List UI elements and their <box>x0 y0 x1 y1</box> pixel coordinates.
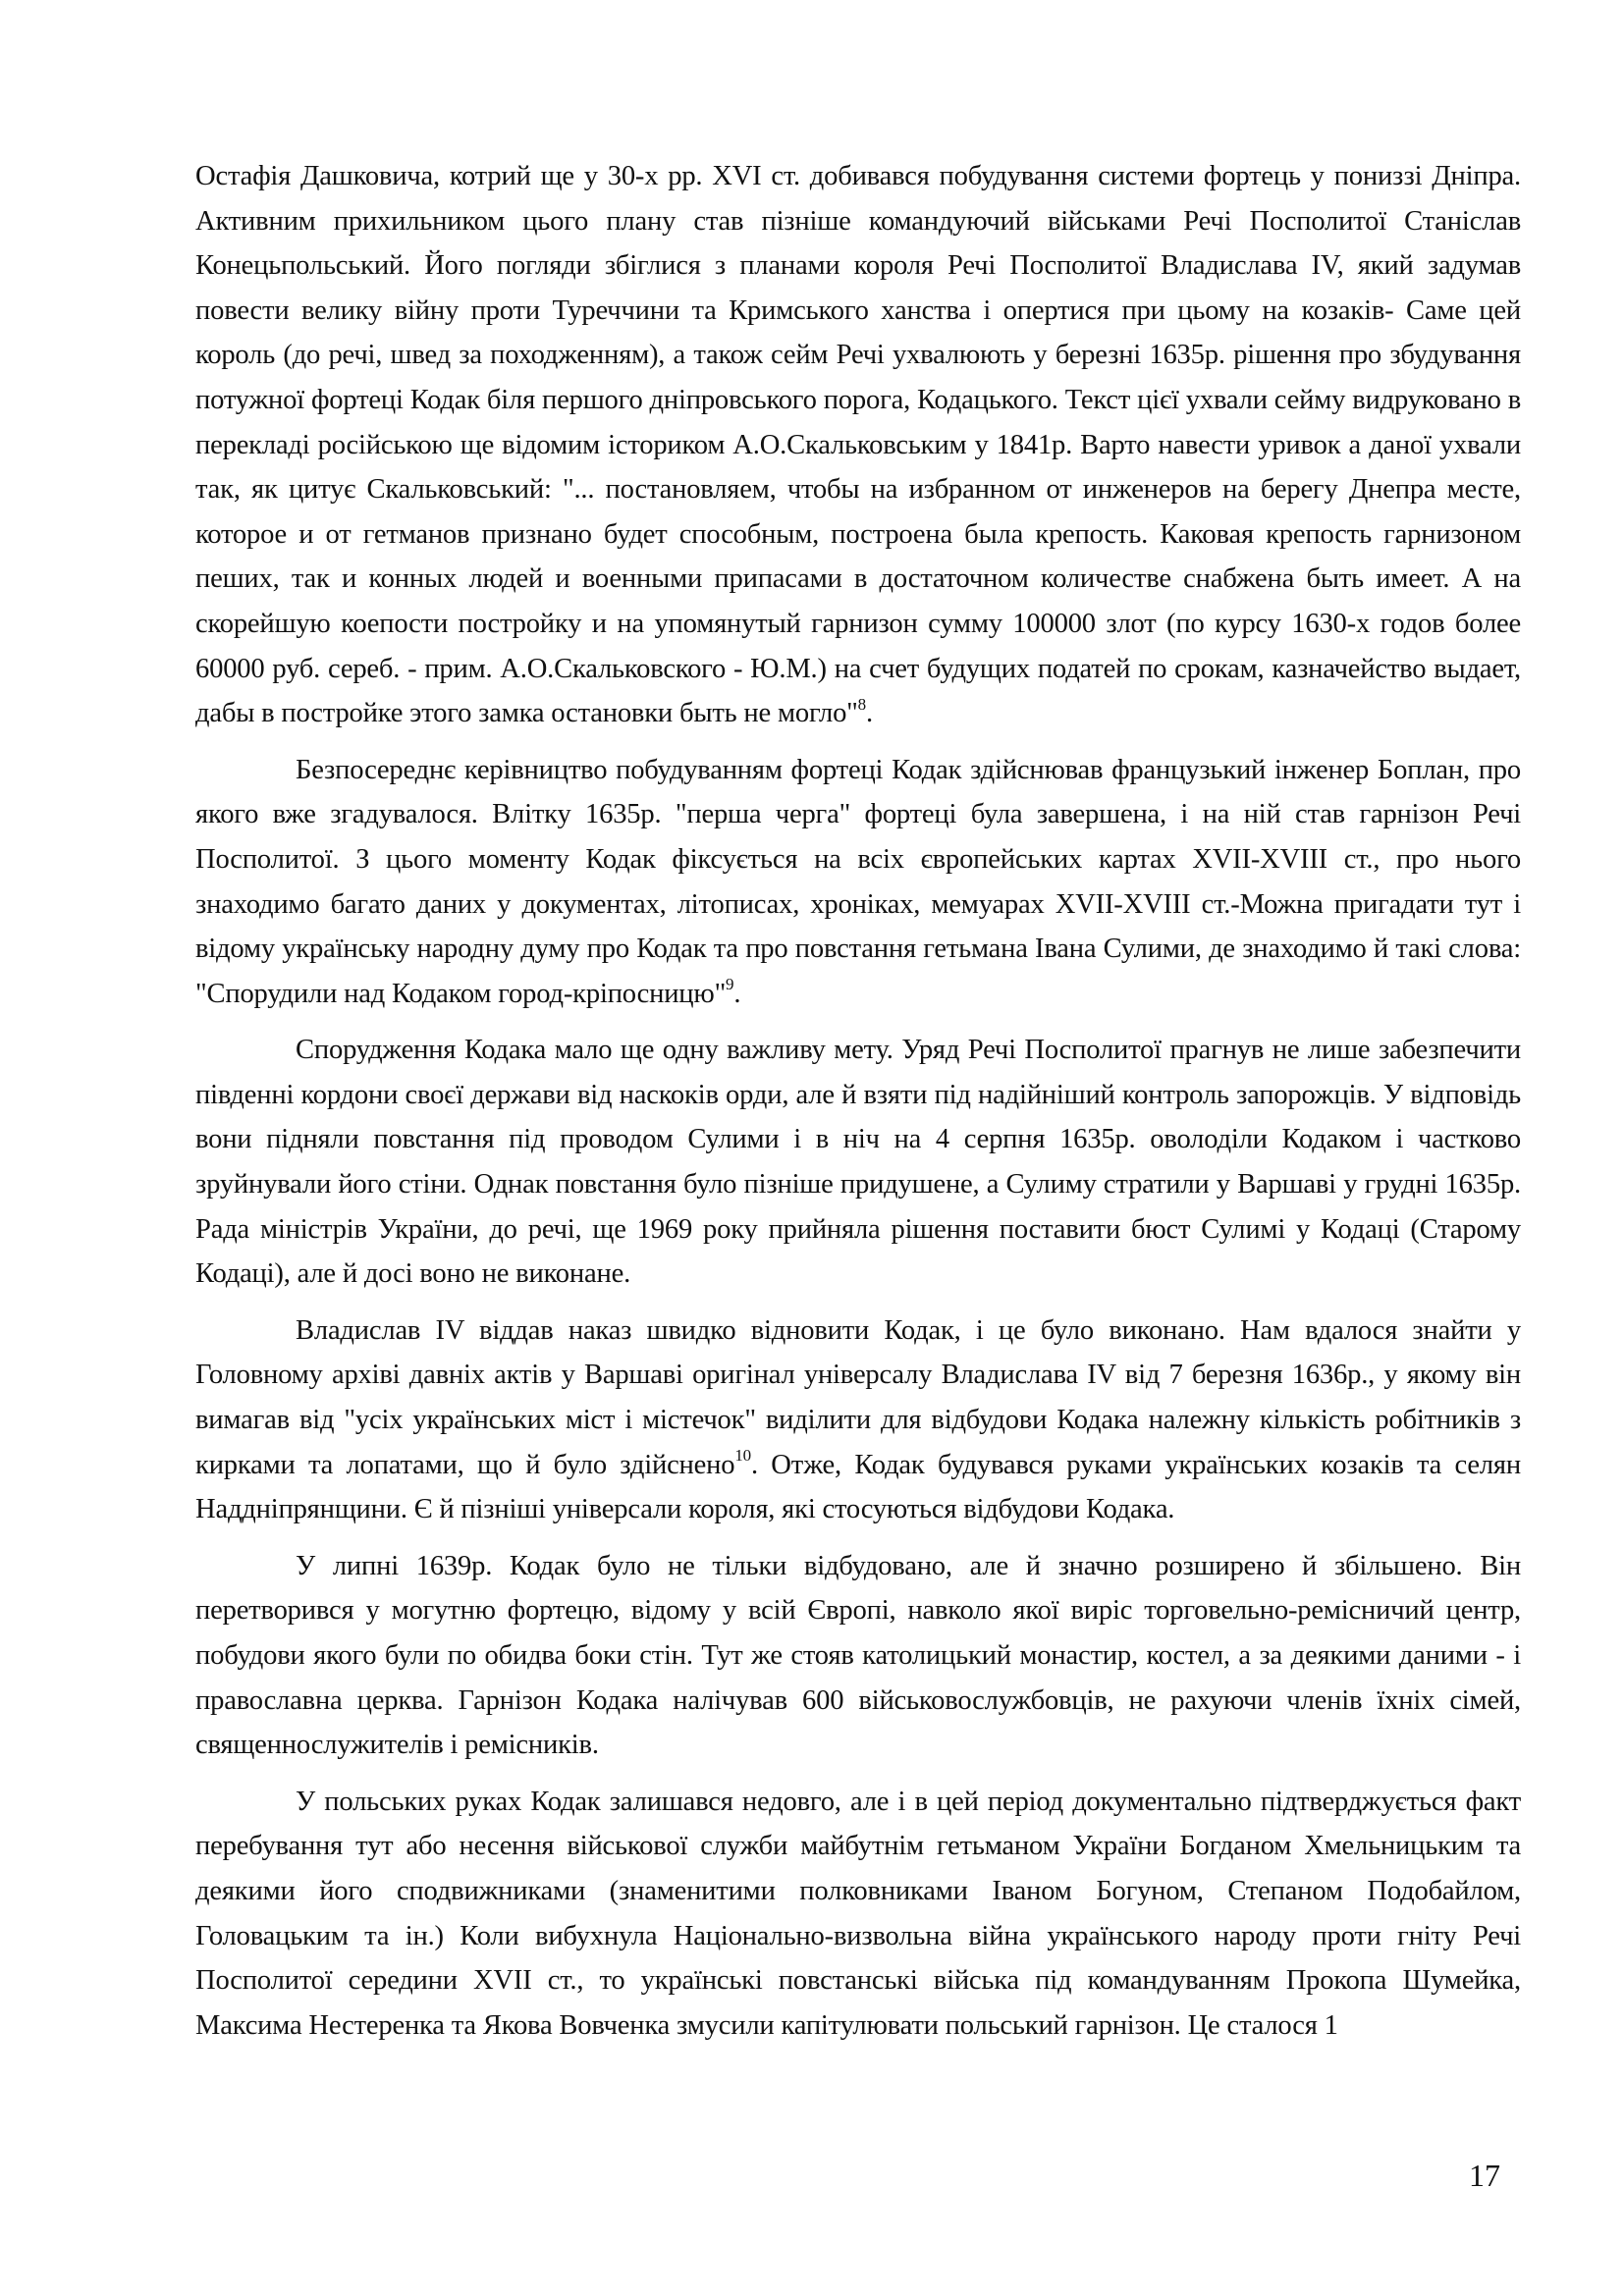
paragraph-2 <box>195 748 1521 1017</box>
paragraph-text-tail: . Отже, Кодак будувався руками українських козаків та селян Наддніпрянщини. Є й пізніші універсали короля, які стосуються відбудови Кодака. <box>195 1449 1521 1525</box>
paragraph-text: У польських руках Кодак залишався недовго, але і в цей період документально підтверджується факт перебування тут або несення військової служби майбутнім гетьманом України Богданом Хмельницьким та деякими його сподвижниками (знаменитими полковниками Іваном Богуном, Степаном Подобайлом, Головацьким та ін.) Коли вибухнула Національно-визвольна війна українського народу проти гніту Речі Посполитої середини XVII ст., то українські повстанські війська під командуванням Прокопа Шумейка, Максима Нестеренка та Якова Вовченка змусили капітулювати польський гарнізон. Це сталося 1 <box>195 1786 1521 2041</box>
page-number: 17 <box>1469 2158 1500 2193</box>
paragraph-text: У липні 1639р. Кодак було не тільки відбудовано, але й значно розширено й збільшено. Він перетворився у могутню фортецю, відому у всій Європі, навколо якої виріс торговельно-ремісничий центр, побудови якого були по обидва боки стін. Тут же стояв католицький монастир, костел, а за деякими даними - і православна церква. Гарнізон Кодака налічував 600 військовослужбовців, не рахуючи членів їхніх сімей, священнослужителів і ремісників. <box>195 1550 1521 1761</box>
paragraph-text: Безпосереднє керівництво побудуванням фортеці Кодак здійснював французький інженер Боплан, про якого вже згадувалося. Влітку 1635р. "перша черга" фортеці була завершена, і на ній став гарнізон Речі Посполитої. З цього моменту Кодак фіксується на всіх європейських картах XVII-XVIII ст., про нього знаходимо багато даних у документах, літописах, хроніках, мемуарах XVII-XVIII ст.-Можна пригадати тут і відому українську народну думу про Кодак та про повстання гетьмана Івана Сулими, де знаходимо й такі слова: "Спорудили над Кодаком город-кріпосницю" <box>195 754 1521 1009</box>
paragraph-6 <box>195 1780 1521 2049</box>
footnote-ref-8[interactable]: 8 <box>857 694 866 714</box>
document-body <box>195 154 1521 2059</box>
footnote-ref-10[interactable]: 10 <box>734 1446 751 1466</box>
paragraph-1 <box>195 154 1521 736</box>
paragraph-text: Остафія Дашковича, котрий ще у 30-х рр. XVI ст. добивався побудування системи фортець у пониззі Дніпра. Активним прихильником цього плану став пізніше командуючий військами Речі Посполитої Станіслав Конецьпольський. Його погляди збіглися з планами короля Речі Посполитої Владислава IV, який задумав повести велику війну проти Туреччини та Кримського ханства і опертися при цьому на козаків- Саме цей король (до речі, швед за походженням), а також сейм Речі ухвалюють у березні 1635р. рішення про збудування потужної фортеці Кодак біля першого дніпровського порога, Кодацького. Текст цієї ухвали сейму видруковано в перекладі російською ще відомим істориком А.О.Скальковським у 1841р. Варто навести уривок а даної ухвали так, як цитує Скальковський: "... постановляем, чтобы на избранном от инженеров на берегу Днепра месте, которое и от гетманов признано будет способным, построена была крепость. Каковая крепость гарнизоном пеших, так и конных людей и военными припасами в достаточном количестве снабжена быть имеет. А на скорейшую коепости постройку и на упомянутый гарнизон сумму 100000 злот (по курсу 1630-х годов более 60000 руб. сереб. - прим. А.О.Скальковского - Ю.М.) на счет будущих податей по срокам, казначейство выдает, дабы в постройке этого замка остановки быть не могло" <box>195 161 1521 729</box>
paragraph-4 <box>195 1308 1521 1532</box>
paragraph-text: Спорудження Кодака мало ще одну важливу мету. Уряд Речі Посполитої прагнув не лише забезпечити південні кордони своєї держави від наскоків орди, але й взяти під надійніший контроль запорожців. У відповідь вони підняли повстання під проводом Сулими і в ніч на 4 серпня 1635р. оволоділи Кодаком і частково зруйнували його стіни. Однак повстання було пізніше придушене, а Сулиму стратили у Варшаві у грудні 1635р. Рада міністрів України, до речі, ще 1969 року прийняла рішення поставити бюст Сулимі у Кодаці (Старому Кодаці), але й досі воно не виконане. <box>195 1035 1521 1290</box>
footnote-ref-9[interactable]: 9 <box>726 975 734 994</box>
paragraph-text-tail: . <box>733 978 741 1009</box>
paragraph-3 <box>195 1028 1521 1297</box>
paragraph-text-tail: . <box>865 698 873 729</box>
paragraph-text: Владислав IV віддав наказ швидко відновити Кодак, і це було виконано. Нам вдалося знайти у Головному архіві давніх актів у Варшаві оригінал універсалу Владислава IV від 7 березня 1636р., у якому він вимагав від "усіх українських міст і містечок" виділити для відбудови Кодака належну кількість робітників з кирками та лопатами, що й було здійснено <box>195 1314 1521 1480</box>
paragraph-5 <box>195 1544 1521 1768</box>
